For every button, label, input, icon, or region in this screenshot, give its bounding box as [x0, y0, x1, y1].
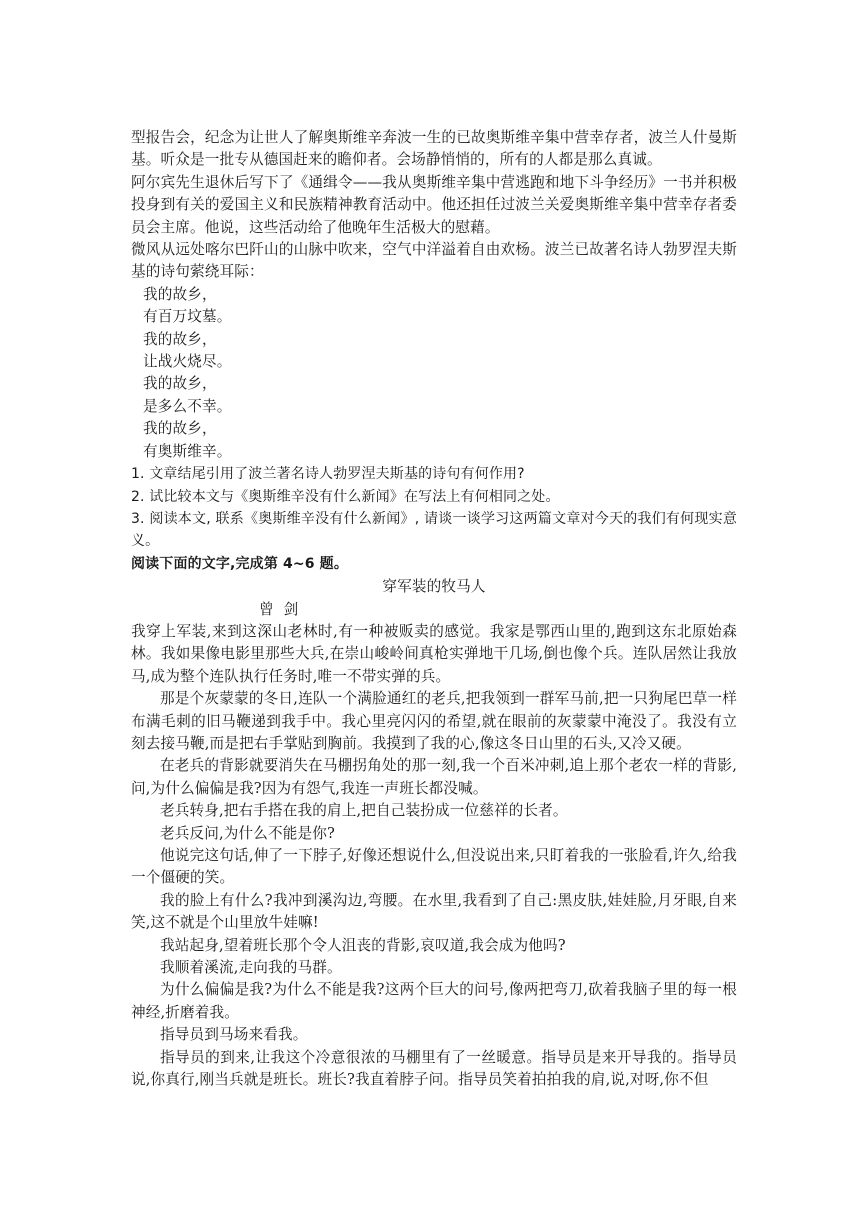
poem [131, 284, 737, 463]
article-paragraph: 那是个灰蒙蒙的冬日,连队一个满脸通红的老兵,把我领到一群军马前,把一只狗尾巴草一样布满毛刺的旧马鞭递到我手中。我心里亮闪闪的希望,就在眼前的灰蒙蒙中淹没了。我没有立刻去接马鞭,而是把右手掌贴到胸前。我摸到了我的心,像这冬日山里的石头,又冷又硬。 [131, 690, 737, 752]
passage1-paragraph: 型报告会，纪念为让世人了解奥斯维辛奔波一生的已故奥斯维辛集中营幸存者，波兰人什曼斯基。听众是一批专从德国赶来的瞻仰者。会场静悄悄的，所有的人都是那么真诚。 [131, 129, 737, 169]
reading-instruction: 阅读下面的文字,完成第 4~6 题。 [131, 555, 348, 572]
passage1-paragraph: 微风从远处喀尔巴阡山的山脉中吹来，空气中洋溢着自由欢杨。波兰已故著名诗人勃罗涅夫斯基的诗句萦绕耳际： [131, 241, 737, 281]
article-paragraph: 我站起身,望着班长那个令人沮丧的背影,哀叹道,我会成为他吗? [160, 936, 566, 954]
article-paragraph: 我顺着溪流,走向我的马群。 [160, 959, 342, 977]
article-paragraph: 我的脸上有什么?我冲到溪沟边,弯腰。在水里,我看到了自己:黑皮肤,娃娃脸,月牙眼,自来笑,这不就是个山里放牛娃嘛! [131, 891, 737, 932]
article-title: 穿军装的牧马人 [382, 578, 486, 596]
article-paragraph: 老兵反问,为什么不能是你? [160, 824, 335, 842]
article-paragraph: 为什么偏偏是我?为什么不能是我?这两个巨大的问号,像两把弯刀,砍着我脑子里的每一根神经,折磨着我。 [131, 981, 737, 1021]
article-paragraph: 我穿上军装,来到这深山老林时,有一种被贩卖的感觉。我家是鄂西山里的,跑到这东北原始森林。我如果像电影里那些大兵,在崇山峻岭间真枪实弹地干几场,倒也像个兵。连队居然让我放马,成为整个连队执行任务时,唯一不带实弹的兵。 [131, 622, 737, 685]
article-paragraph: 老兵转身,把右手搭在我的肩上,把自己装扮成一位慈祥的长者。 [160, 802, 568, 820]
article-paragraph: 在老兵的背影就要消失在马棚拐角处的那一刻,我一个百米冲刺,追上那个老农一样的背影,问,为什么偏偏是我?因为有怨气,我连一声班长都没喊。 [131, 757, 737, 797]
article-paragraph: 指导员到马场来看我。 [160, 1026, 308, 1044]
poem-line: 是多么不幸。 [143, 397, 232, 415]
poem-line: 有百万坟墓。 [143, 308, 232, 326]
poem-line: 我的故乡， [143, 375, 217, 393]
poem-line: 我的故乡， [143, 420, 217, 438]
article-author: 曾剑 [259, 600, 309, 618]
question-item: 2. 试比较本文与《奥斯维辛没有什么新闻》在写法上有何相同之处。 [131, 488, 560, 505]
article-paragraph: 他说完这句话,伸了一下脖子,好像还想说什么,但没说出来,只盯着我的一张脸看,许久,给我一个僵硬的笑。 [131, 847, 737, 887]
passage1-paragraph: 阿尔宾先生退休后写下了《通缉令——我从奥斯维辛集中营逃跑和地下斗争经历》一书并积极投身到有关的爱国主义和民族精神教育活动中。他还担任过波兰关爱奥斯维辛集中营幸存者委员会主席。他说，这些活动给了他晚年生活极大的慰藉。 [131, 173, 737, 236]
article-paragraph: 指导员的到来,让我这个冷意很浓的马棚里有了一丝暖意。指导员是来开导我的。指导员说,你真行,刚当兵就是班长。班长?我直着脖子问。指导员笑着拍拍我的肩,说,对呀,你不但 [131, 1048, 737, 1089]
question-item: 1. 文章结尾引用了波兰著名诗人勃罗涅夫斯基的诗句有何作用? [131, 466, 525, 483]
poem-line: 我的故乡， [143, 330, 217, 348]
question-list [131, 463, 737, 553]
poem-line: 让战火烧尽。 [143, 353, 232, 371]
poem-line: 我的故乡， [143, 285, 217, 303]
question-item: 3. 阅读本文, 联系《奥斯维辛没有什么新闻》, 请谈一谈学习这两篇文章对今天的我们有何现实意义。 [131, 510, 737, 550]
poem-line: 有奥斯维辛。 [143, 442, 232, 460]
document-page [131, 127, 737, 1091]
